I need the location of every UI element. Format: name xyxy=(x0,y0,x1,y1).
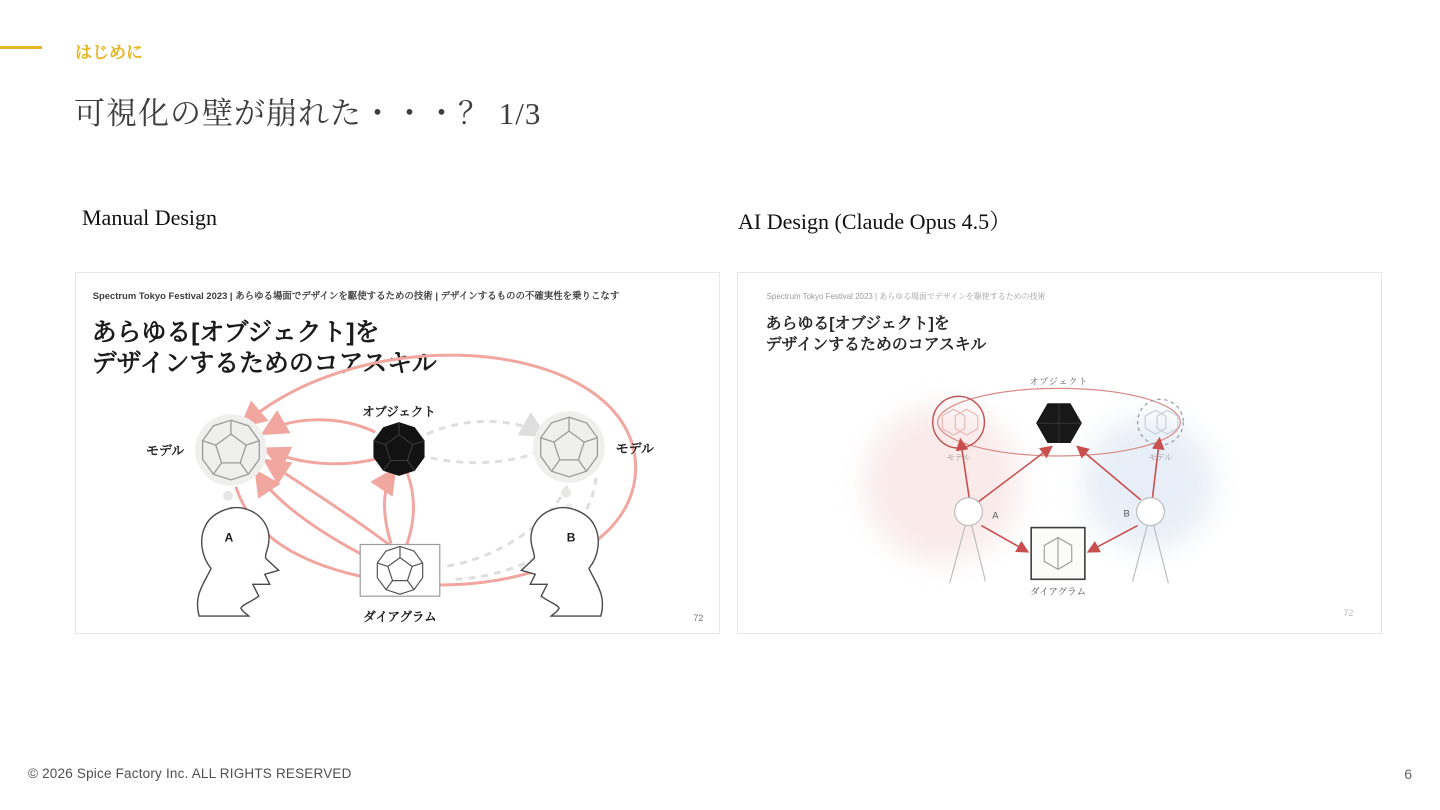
manual-design-label: Manual Design xyxy=(82,205,218,230)
accent-dash xyxy=(0,46,42,49)
model-left-icon xyxy=(195,414,267,513)
slide-title-line1: あらゆる[オブジェクト]を xyxy=(91,318,380,347)
model-left-label: モデル xyxy=(146,442,185,458)
deck-page-number: 6 xyxy=(1404,766,1412,782)
manual-design-slide xyxy=(75,272,720,634)
model-left-label: モデル xyxy=(946,452,971,462)
slide-page-number: 72 xyxy=(693,613,704,624)
slide-title-line1: あらゆる[オブジェクト]を xyxy=(765,315,950,333)
person-b-label: B xyxy=(1123,508,1130,520)
model-right-icon xyxy=(533,411,605,510)
object-label: オブジェクト xyxy=(362,405,436,420)
object-icon xyxy=(373,422,424,476)
model-right-label: モデル xyxy=(1148,452,1173,462)
section-eyebrow: はじめに xyxy=(75,43,143,62)
diagram-label: ダイアグラム xyxy=(363,610,437,625)
copyright-text: © 2026 Spice Factory Inc. ALL RIGHTS RESERVED xyxy=(28,766,352,781)
ai-design-label: AI Design (Claude Opus 4.5） xyxy=(738,209,1012,234)
object-label: オブジェクト xyxy=(1029,376,1089,387)
slide-title-line2: デザインするためのコアスキル xyxy=(91,349,437,378)
diagram-box-icon xyxy=(1031,528,1085,580)
slide-header-text: Spectrum Tokyo Festival 2023 | あらゆる場面でデザインを駆使するための技術 xyxy=(766,291,1046,301)
person-a-label: A xyxy=(992,510,999,522)
ai-design-slide xyxy=(737,272,1382,634)
slide-page-number: 72 xyxy=(1343,608,1354,619)
blue-blob xyxy=(1083,418,1214,549)
slide-title-line2: デザインするためのコアスキル xyxy=(765,336,987,354)
manual-design-diagram xyxy=(76,273,719,633)
page-title: 可視化の壁が崩れた・・・？ 1/3 xyxy=(74,96,542,131)
model-right-label: モデル xyxy=(615,441,654,456)
object-icon xyxy=(1036,403,1082,443)
diagram-box-icon xyxy=(360,544,440,596)
person-b-icon xyxy=(521,508,602,616)
person-a-label: A xyxy=(224,530,234,545)
ai-design-diagram xyxy=(738,273,1381,633)
slide-header-text: Spectrum Tokyo Festival 2023 | あらゆる場面でデザインを駆使するための技術 | デザインするものの不確実性を乗りこなす xyxy=(92,290,620,302)
person-b-label: B xyxy=(566,530,576,545)
pink-blob xyxy=(865,406,1020,561)
person-a-icon xyxy=(197,508,278,616)
diagram-label: ダイアグラム xyxy=(1030,587,1086,599)
